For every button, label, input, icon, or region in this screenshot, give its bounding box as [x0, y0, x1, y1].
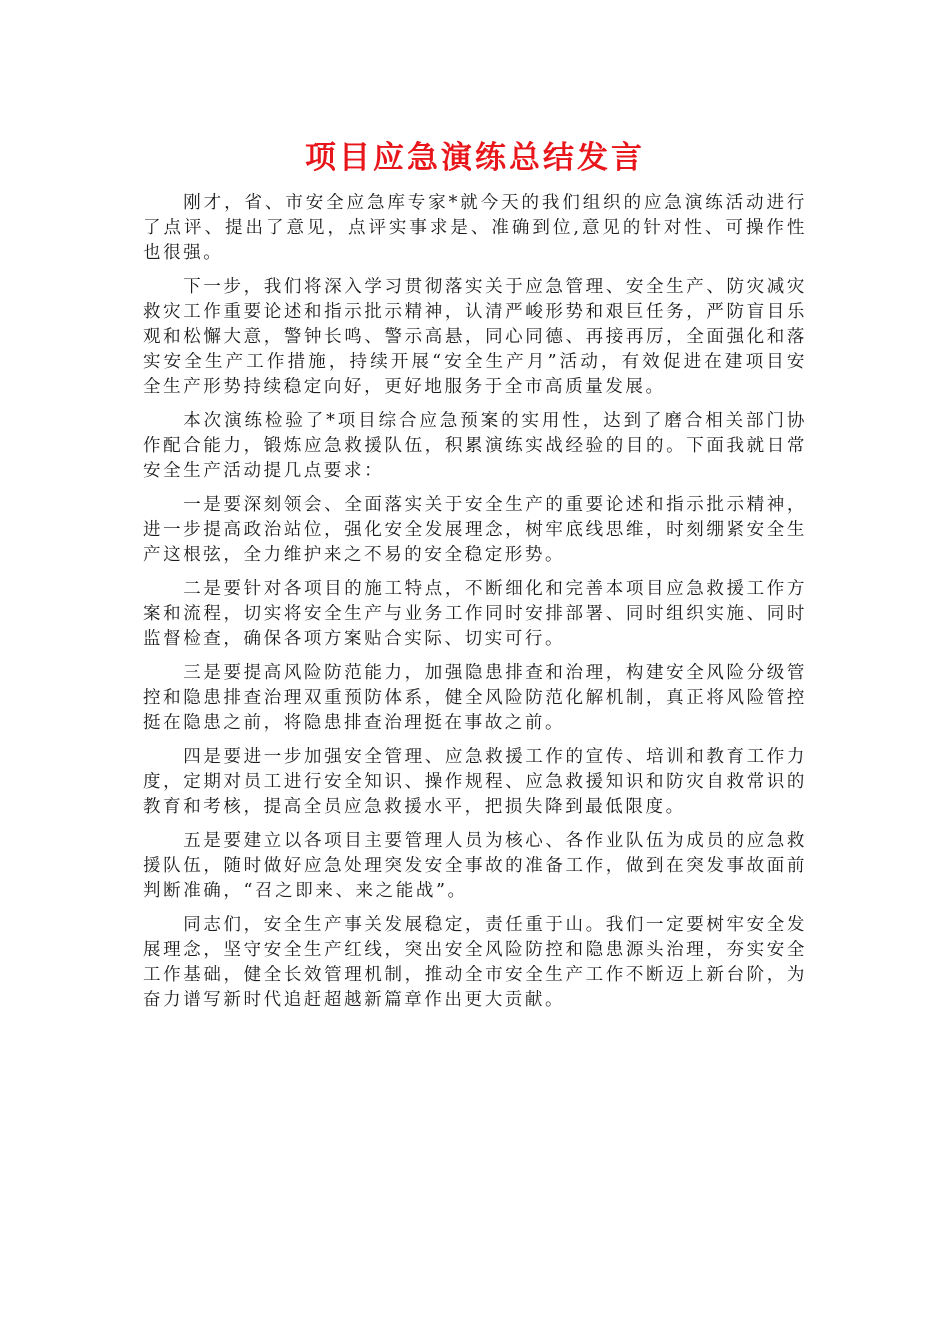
- paragraph-requirement-4: 四是要进一步加强安全管理、应急救援工作的宣传、培训和教育工作力度，定期对员工进行安全知识、操作规程、应急救援知识和防灾自救常识的教育和考核，提高全员应急救援水平，把损失降到最低限度。: [143, 747, 807, 817]
- paragraph-next-step: 下一步，我们将深入学习贯彻落实关于应急管理、安全生产、防灾减灾救灾工作重要论述和指示批示精神，认清严峻形势和艰巨任务，严防盲目乐观和松懈大意，警钟长鸣、警示高悬，同心同德、再接再厉，全面强化和落实安全生产工作措施，持续开展“安全生产月”活动，有效促进在建项目安全生产形势持续稳定向好，更好地服务于全市高质量发展。: [143, 277, 807, 397]
- document-body: [143, 191, 807, 1022]
- paragraph-requirement-2: 二是要针对各项目的施工特点，不断细化和完善本项目应急救援工作方案和流程，切实将安全生产与业务工作同时安排部署、同时组织实施、同时监督检查，确保各项方案贴合实际、切实可行。: [143, 579, 807, 649]
- paragraph-requirement-1: 一是要深刻领会、全面落实关于安全生产的重要论述和指示批示精神，进一步提高政治站位，强化安全发展理念，树牢底线思维，时刻绷紧安全生产这根弦，全力维护来之不易的安全稳定形势。: [143, 495, 807, 565]
- paragraph-drill-review: 本次演练检验了*项目综合应急预案的实用性，达到了磨合相关部门协作配合能力，锻炼应急救援队伍，积累演练实战经验的目的。下面我就日常安全生产活动提几点要求：: [143, 411, 807, 481]
- paragraph-requirement-5: 五是要建立以各项目主要管理人员为核心、各作业队伍为成员的应急救援队伍，随时做好应急处理突发安全事故的准备工作，做到在突发事故面前判断准确，“召之即来、来之能战”。: [143, 831, 807, 901]
- paragraph-requirement-3: 三是要提高风险防范能力，加强隐患排查和治理，构建安全风险分级管控和隐患排查治理双重预防体系，健全风险防范化解机制，真正将风险管控挺在隐患之前，将隐患排查治理挺在事故之前。: [143, 663, 807, 733]
- paragraph-intro: 刚才，省、市安全应急库专家*就今天的我们组织的应急演练活动进行了点评、提出了意见，点评实事求是、准确到位,意见的针对性、可操作性也很强。: [143, 193, 807, 263]
- paragraph-closing: 同志们，安全生产事关发展稳定，责任重于山。我们一定要树牢安全发展理念，坚守安全生产红线，突出安全风险防控和隐患源头治理，夯实安全工作基础，健全长效管理机制，推动全市安全生产工作不断迈上新台阶，为奋力谱写新时代追赶超越新篇章作出更大贡献。: [143, 915, 807, 1010]
- document-title: 项目应急演练总结发言: [305, 140, 645, 176]
